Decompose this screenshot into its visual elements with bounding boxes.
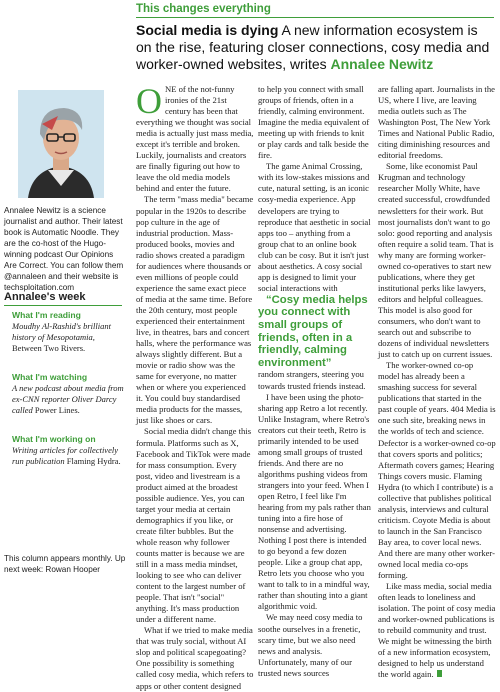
week-item-heading: What I'm working on (12, 434, 96, 444)
body-paragraph: The term "mass media" became popular in the 1920s to describe pop culture in the age of industrial production. Mass-produced books, movies and radio shows created a paradigm for audiences where thousands or even millions of people could experience the same exact piece of media at the same time. Before the 20th century, most people experienced their entertainment live, in theatres, bars and concert halls, where the performance was always slightly different. But a movie or radio show was the same for everyone, no matter when or where you experienced it. You could buy standardised media products for the masses, just like shoes or cars. (136, 194, 254, 426)
body-paragraph: to help you connect with small groups of friends, often in a friendly, calming environment. Imagine the media equivalent of meeting up with friends to knit or play cards and talk beside the fire. (258, 84, 370, 161)
week-item-text-italic: A new podcast about media from ex-CNN reporter Oliver Darcy called (12, 383, 124, 415)
headline-title: Social media is dying (136, 22, 279, 38)
end-mark (437, 670, 442, 677)
body-paragraph: What if we tried to make media that was truly social, without AI slop and political scapegoating? One possibility is something called cosy media, which refers to apps or other content designed (136, 625, 254, 691)
week-item-heading: What I'm watching (12, 372, 88, 382)
week-item-text: Flaming Hydra. (64, 456, 121, 466)
week-item-text: Between Two Rivers. (12, 343, 86, 353)
pull-quote: “Cosy media helps you connect with small groups of friends, often in a friendly, calming environment” (258, 293, 368, 369)
author-bio: Annalee Newitz is a science journalist and author. Their latest book is Automatic Noodle. They are the co-host of the Hugo-winning podcast Our Opinions Are Correct. You can follow them @annaleen and their website is techsploitation.com (4, 206, 124, 292)
week-item-text-italic: Moudhy Al-Rashid's brilliant history of Mesopotamia, (12, 321, 111, 342)
week-item-reading (12, 310, 124, 354)
body-paragraph: I have been using the photo-sharing app Retro a lot recently. Unlike Instagram, where Retro's creators cut their teeth, Retro is primarily intended to be used among small groups of trusted friends. And there are no algorithms pushing videos from strangers into your feed. When I open Retro, I feel like I'm hearing from my pals rather than tuning into a fire hose of nonsense and advertising. Nothing I post there is intended to go beyond a few dozen people. Like a group chat app, Retro lets you choose who you want to talk to in a mindful way, rather than shouting into a giant algorithmic void. (258, 391, 371, 612)
body-paragraph: Like mass media, social media often leads to loneliness and isolation. The point of cosy media and worker-owned publications is to rebuild community and trust. We might be witnessing the birth of a new information ecosystem, designed to help us understand the world again. (378, 581, 496, 680)
body-paragraph: Some, like economist Paul Krugman and technology researcher Molly White, have created successful, crowdfunded newsletters for their work. But most journalists don't want to go solo: good reporting and analysis often require a solid team. That is why many are forming worker-owned co-operatives to start new publications, where they get institutional perks like lawyers, editors and helpful colleagues. This model is also good for consumers, who don't want to search out and subscribe to dozens of individual newsletters just to catch up on current issues. (378, 161, 494, 360)
column-footnote: This column appears monthly. Up next week: Rowan Hooper (4, 554, 126, 574)
week-rule (4, 305, 122, 306)
week-item-watching (12, 372, 124, 416)
body-column-1 (136, 81, 254, 692)
body-paragraph: We may need cosy media to soothe ourselves in a frenetic, scary time, but we also need news and analysis. Unfortunately, many of our trusted news sources (258, 612, 363, 678)
body-paragraph: are falling apart. Journalists in the US, where I live, are leaving media outlets such as The Washington Post, The New York Times and National Public Radio, citing diminishing resources and editorial freedoms. (378, 84, 495, 161)
body-paragraph: Social media didn't change this formula. Platforms such as X, Facebook and TikTok were made for mass consumption. Every post, video and livestream is a product aimed at the broadest possible audience. Yes, you can target your media at certain demographics if you like, or create filter bubbles. But the whole reason why follower counts matter is because we are still in a mass media mindset, looking to see who can deliver content to the largest number of people. That isn't "social" anything. It's mass production under a different name. (136, 426, 252, 625)
body-paragraph: The game Animal Crossing, with its low-stakes missions and cute, natural setting, is an iconic cosy-media experience. App developers are trying to reproduce that aesthetic in social apps too – anything from a group chat to an online book club can be cosy. But it isn't just about aesthetics. A cosy social app is designed to limit your social interactions with (258, 161, 371, 293)
section-label: This changes everything (136, 3, 271, 15)
body-paragraph: ONE of the not-funny ironies of the 21st century has been that everything we thought was social media is actually just mass media, except it's terrible and broken. Luckily, journalists and creators are finally figuring out how to leave the old media models behind and enter the future. (136, 81, 254, 194)
body-column-3 (378, 84, 496, 681)
week-item-text-italic: Writing articles for collectively run publication (12, 445, 118, 466)
body-paragraph: The worker-owned co-op model has already been a smashing success for several publications that started in the past couple of years. 404 Media is one such site, breaking news in the worlds of tech and science. Defector is a worker-owned co-op that covers sports and politics; Aftermath covers games; Hearing Things covers music. Flaming Hydra (to which I contribute) is a collective that publishes political analysis, interviews and cultural criticism. Coyote Media is about to launch in the San Francisco Bay area, to cover local news. And there are many other worker-owned local media co-ops forming. (378, 360, 496, 581)
author-portrait-illustration (18, 90, 104, 198)
drop-cap: O (136, 81, 162, 121)
week-item-working-on (12, 434, 124, 467)
headline-standfirst: A new information ecosystem is on the rise, featuring closer connections, cosy media and worker-owned websites, writes (136, 22, 490, 72)
headline-author: Annalee Newitz (330, 56, 434, 72)
body-paragraph: random strangers, steering you towards trusted friends instead. (258, 369, 366, 391)
headline (136, 22, 496, 73)
section-rule (136, 17, 494, 18)
author-portrait (18, 90, 104, 198)
week-item-text: Power Lines. (32, 405, 80, 415)
week-title: Annalee's week (4, 291, 86, 303)
week-item-heading: What I'm reading (12, 310, 81, 320)
body-column-2 (258, 84, 372, 679)
